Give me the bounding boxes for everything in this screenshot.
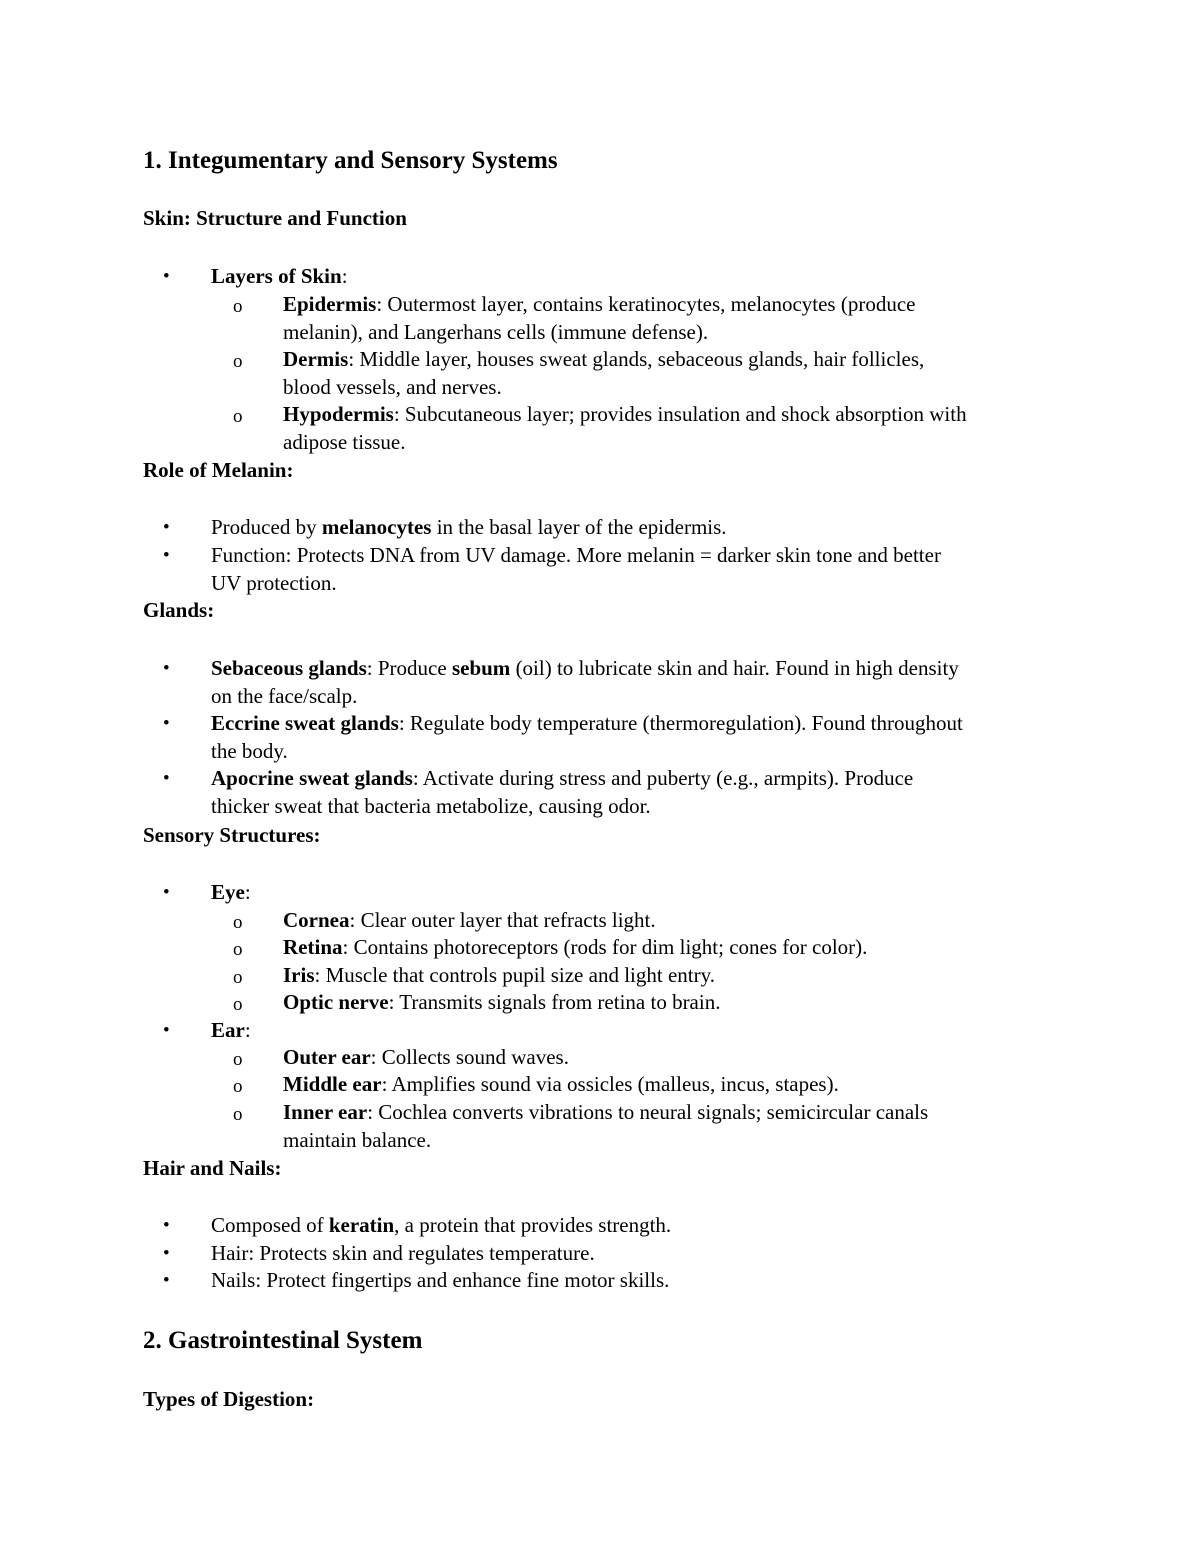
list-item: Ear: [211,1018,251,1042]
bullet-icon: • [163,545,170,566]
bullet-icon: o [233,994,243,1015]
subsection-title: Types of Digestion: [143,1387,315,1411]
bullet-icon: • [163,768,170,789]
bullet-icon: o [233,1049,243,1070]
list-item: Nails: Protect fingertips and enhance fine motor skills. [211,1268,670,1292]
subsection-title: Role of Melanin: [143,458,294,482]
list-item: Hypodermis: Subcutaneous layer; provides insulation and shock absorption with adipose tissue. [283,402,967,454]
list-item: Cornea: Clear outer layer that refracts light. [283,908,656,932]
list-item: Epidermis: Outermost layer, contains keratinocytes, melanocytes (produce melanin), and Langerhans cells (immune defense). [283,292,916,344]
bullet-icon: o [233,1104,243,1125]
list-item: Hair: Protects skin and regulates temperature. [211,1241,595,1265]
list-item: Dermis: Middle layer, houses sweat glands, sebaceous glands, hair follicles, blood vessels, and nerves. [283,347,925,399]
bullet-icon: • [163,713,170,734]
bullet-icon: • [163,1215,170,1236]
bullet-icon: o [233,296,243,317]
list-item: Inner ear: Cochlea converts vibrations to neural signals; semicircular canals maintain balance. [283,1100,929,1152]
bullet-icon: o [233,1076,243,1097]
subsection-title: Hair and Nails: [143,1156,282,1180]
list-item: Function: Protects DNA from UV damage. More melanin = darker skin tone and better UV protection. [211,543,941,595]
bullet-icon: • [163,266,170,287]
list-item: Iris: Muscle that controls pupil size and light entry. [283,963,715,987]
list-item: Layers of Skin: [211,264,348,288]
list-item: Eye: [211,880,251,904]
bullet-icon: • [163,1020,170,1041]
list-item: Eccrine sweat glands: Regulate body temperature (thermoregulation). Found throughout the body. [211,711,963,763]
list-item: Sebaceous glands: Produce sebum (oil) to lubricate skin and hair. Found in high density on the face/scalp. [211,656,959,708]
bullet-icon: • [163,658,170,679]
list-item: Outer ear: Collects sound waves. [283,1045,569,1069]
subsection-title: Glands: [143,598,215,622]
subsection-title: Skin: Structure and Function [143,206,407,230]
bullet-icon: • [163,1243,170,1264]
list-item: Produced by melanocytes in the basal layer of the epidermis. [211,515,727,539]
list-item: Retina: Contains photoreceptors (rods for dim light; cones for color). [283,935,868,959]
section-heading: 2. Gastrointestinal System [143,1327,423,1354]
bullet-icon: o [233,406,243,427]
bullet-icon: • [163,1270,170,1291]
bullet-icon: o [233,967,243,988]
bullet-icon: • [163,882,170,903]
bullet-icon: • [163,517,170,538]
section-heading: 1. Integumentary and Sensory Systems [143,147,558,174]
list-item: Apocrine sweat glands: Activate during stress and puberty (e.g., armpits). Produce thicker sweat that bacteria metabolize, causing odor. [211,766,914,818]
bullet-icon: o [233,939,243,960]
bullet-icon: o [233,351,243,372]
bullet-icon: o [233,912,243,933]
list-item: Middle ear: Amplifies sound via ossicles (malleus, incus, stapes). [283,1072,839,1096]
list-item: Composed of keratin, a protein that provides strength. [211,1213,672,1237]
subsection-title: Sensory Structures: [143,823,321,847]
list-item: Optic nerve: Transmits signals from retina to brain. [283,990,721,1014]
